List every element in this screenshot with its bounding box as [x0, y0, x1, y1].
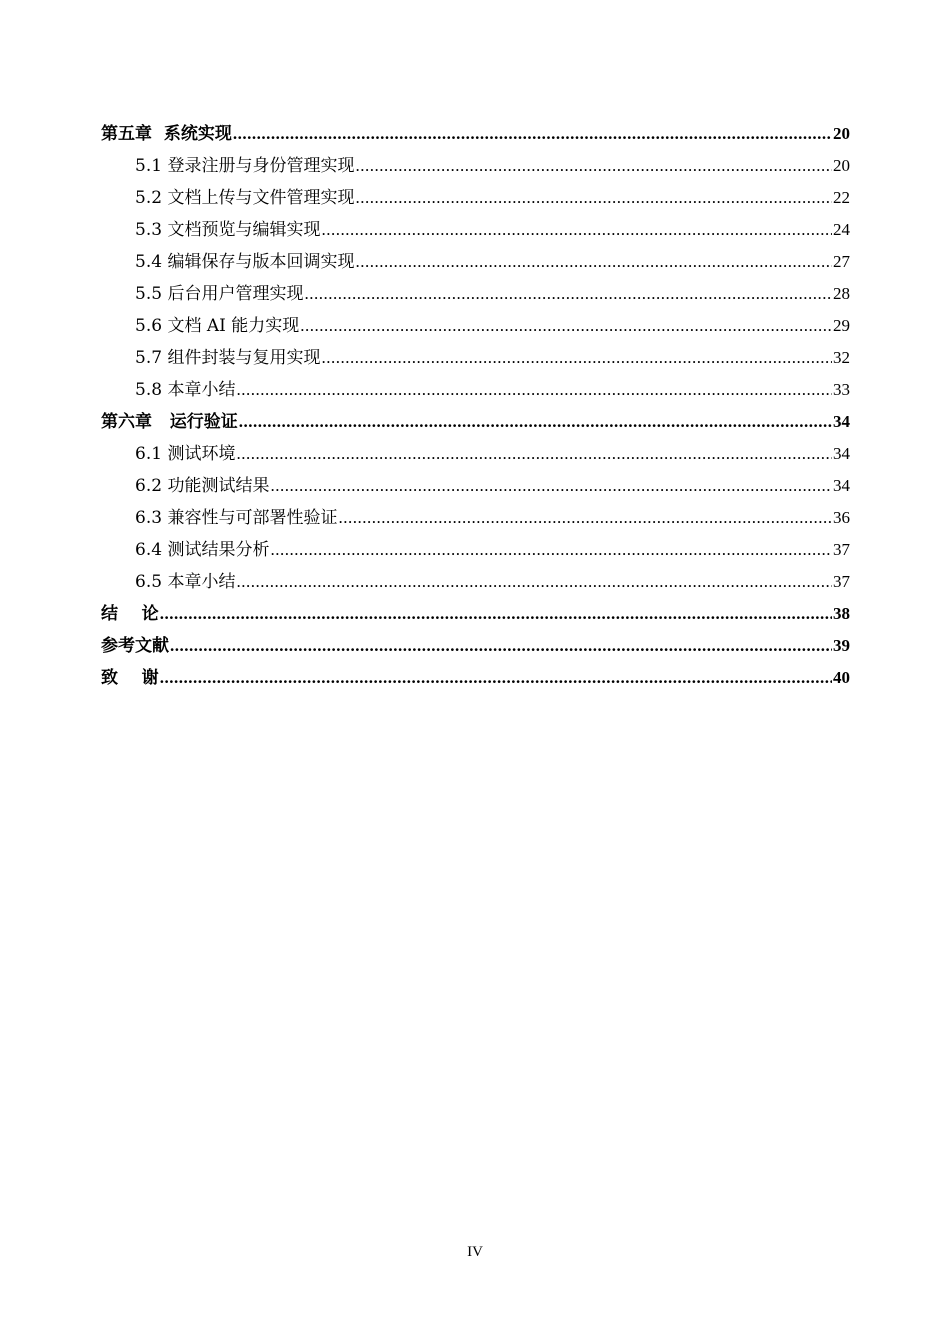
toc-entry-title: 6.1 测试环境 [135, 444, 236, 464]
toc-dot-leader [270, 470, 832, 502]
toc-entry-title: 6.5 本章小结 [135, 572, 236, 592]
toc-entry-page: 40 [833, 668, 850, 687]
toc-dot-leader [355, 182, 832, 214]
toc-dot-leader [321, 342, 832, 374]
toc-dot-leader [304, 278, 832, 310]
toc-entry-page: 34 [833, 412, 850, 431]
table-of-contents [101, 118, 850, 694]
toc-entry-title: 6.2 功能测试结果 [135, 476, 270, 496]
toc-entry-page: 39 [833, 636, 850, 655]
toc-dot-leader [270, 534, 832, 566]
toc-entry-title: 6.3 兼容性与可部署性验证 [135, 508, 338, 528]
toc-entry-conclusion[interactable] [101, 598, 850, 630]
toc-dot-leader [338, 502, 832, 534]
toc-entry-title: 5.3 文档预览与编辑实现 [135, 220, 321, 240]
toc-entry-title: 5.6 文档 AI 能力实现 [135, 316, 300, 336]
toc-entry-page: 34 [833, 444, 850, 463]
toc-entry-section-5-7[interactable] [101, 342, 850, 374]
toc-entry-title: 5.5 后台用户管理实现 [135, 284, 304, 304]
page-number: IV [467, 1244, 483, 1260]
toc-entry-page: 37 [833, 572, 850, 591]
toc-entry-chapter-6[interactable] [101, 406, 850, 438]
toc-entry-title: 结 论 [101, 604, 159, 624]
toc-dot-leader [236, 566, 832, 598]
toc-entry-section-5-2[interactable] [101, 182, 850, 214]
toc-dot-leader [160, 598, 832, 630]
toc-dot-leader [321, 214, 832, 246]
toc-entry-title: 5.2 文档上传与文件管理实现 [135, 188, 355, 208]
toc-entry-title: 5.4 编辑保存与版本回调实现 [135, 252, 355, 272]
toc-entry-page: 38 [833, 604, 850, 623]
toc-entry-page: 34 [833, 476, 850, 495]
toc-entry-section-5-3[interactable] [101, 214, 850, 246]
toc-entry-title: 第五章 系统实现 [101, 124, 232, 144]
toc-entry-page: 28 [833, 284, 850, 303]
toc-dot-leader [233, 118, 832, 150]
toc-entry-section-5-8[interactable] [101, 374, 850, 406]
toc-entry-section-6-5[interactable] [101, 566, 850, 598]
toc-entry-page: 33 [833, 380, 850, 399]
toc-dot-leader [170, 630, 832, 662]
toc-entry-references[interactable] [101, 630, 850, 662]
toc-dot-leader [355, 246, 832, 278]
toc-entry-page: 27 [833, 252, 850, 271]
toc-entry-page: 37 [833, 540, 850, 559]
toc-entry-section-5-4[interactable] [101, 246, 850, 278]
toc-dot-leader [160, 662, 832, 694]
toc-entry-section-6-4[interactable] [101, 534, 850, 566]
toc-entry-title: 参考文献 [101, 636, 169, 656]
toc-entry-page: 20 [833, 124, 850, 143]
toc-dot-leader [236, 374, 832, 406]
toc-entry-title: 5.7 组件封装与复用实现 [135, 348, 321, 368]
toc-entry-title: 5.8 本章小结 [135, 380, 236, 400]
toc-dot-leader [300, 310, 832, 342]
toc-entry-chapter-5[interactable] [101, 118, 850, 150]
toc-entry-page: 32 [833, 348, 850, 367]
toc-dot-leader [236, 438, 832, 470]
toc-entry-acknowledgements[interactable] [101, 662, 850, 694]
toc-entry-page: 36 [833, 508, 850, 527]
toc-entry-title: 致 谢 [101, 668, 159, 688]
toc-entry-section-5-5[interactable] [101, 278, 850, 310]
toc-dot-leader [239, 406, 832, 438]
toc-entry-page: 22 [833, 188, 850, 207]
toc-entry-title: 6.4 测试结果分析 [135, 540, 270, 560]
toc-entry-page: 20 [833, 156, 850, 175]
toc-entry-page: 29 [833, 316, 850, 335]
toc-entry-section-5-6[interactable] [101, 310, 850, 342]
toc-entry-section-5-1[interactable] [101, 150, 850, 182]
toc-dot-leader [355, 150, 832, 182]
toc-entry-section-6-3[interactable] [101, 502, 850, 534]
toc-entry-page: 24 [833, 220, 850, 239]
toc-entry-title: 第六章 运行验证 [101, 412, 238, 432]
toc-entry-section-6-1[interactable] [101, 438, 850, 470]
toc-entry-section-6-2[interactable] [101, 470, 850, 502]
toc-entry-title: 5.1 登录注册与身份管理实现 [135, 156, 355, 176]
